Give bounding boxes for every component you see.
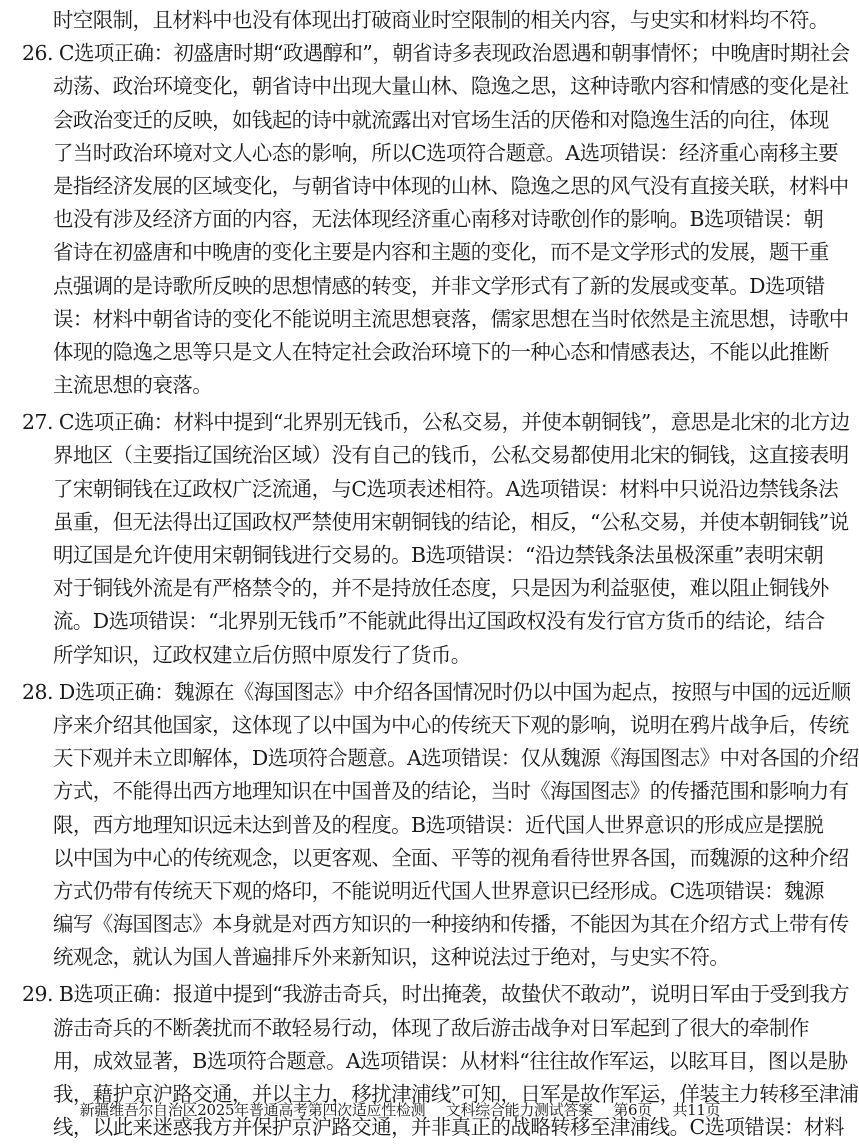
text-line: 流。D选项错误：“北界别无钱币”不能就此得出辽国政权没有发行官方货币的结论，结合 bbox=[53, 609, 825, 634]
continuation-paragraph bbox=[22, 4, 829, 37]
text-line: 序来介绍其他国家，这体现了以中国为中心的传统天下观的影响，说明在鸦片战争后，传统 bbox=[53, 712, 849, 737]
text-line: 体现的隐逸之思等只是文人在特定社会政治环境下的一种心态和情感表达，不能以此推断 bbox=[53, 339, 829, 364]
answer-content bbox=[22, 4, 859, 1144]
text-line: 也没有涉及经济方面的内容，无法体现经济重心南移对诗歌创作的影响。B选项错误：朝 bbox=[53, 207, 824, 232]
answer-item bbox=[22, 676, 859, 975]
text-line: 主流思想的衰落。 bbox=[53, 373, 213, 398]
text-line: 用，成效显著，B选项符合题意。A选项错误：从材料“往往故作军运，以眩耳目，图以是胁 bbox=[53, 1048, 848, 1073]
text-line: 限，西方地理知识远未达到普及的程度。B选项错误：近代国人世界意识的形成应是摆脱 bbox=[53, 812, 824, 837]
text-line: 界地区（主要指辽国统治区域）没有自己的钱币，公私交易都使用北宋的铜钱，这直接表明 bbox=[53, 443, 849, 468]
text-line: 是指经济发展的区域变化，与朝省诗中体现的山林、隐逸之思的风气没有直接关联，材料中 bbox=[53, 173, 849, 198]
text-line: 虽重，但无法得出辽国政权严禁使用宋朝铜钱的结论，相反，“公私交易，并使本朝铜钱”说 bbox=[53, 509, 849, 534]
text-line: 方式，不能得出西方地理知识在中国普及的结论，当时《海国图志》的传播范围和影响力有 bbox=[53, 779, 849, 804]
text-line: 游击奇兵的不断袭扰而不敢轻易行动，体现了敌后游击战争对日军起到了很大的牵制作 bbox=[53, 1015, 809, 1040]
text-line: 动荡、政治环境变化，朝省诗中出现大量山林、隐逸之思，这种诗歌内容和情感的变化是社 bbox=[53, 74, 849, 99]
exam-title: 新疆维吾尔自治区2025年普通高考第四次适应性检测 bbox=[79, 1101, 426, 1119]
text-line: 方式仍带有传统天下观的烙印，不能说明近代国人世界意识已经形成。C选项错误：魏源 bbox=[53, 878, 824, 903]
text-line: 了宋朝铜钱在辽政权广泛流通，与C选项表述相符。A选项错误：材料中只说沿边禁钱条法 bbox=[53, 476, 839, 501]
text-line: 明辽国是允许使用宋朝铜钱进行交易的。B选项错误：“沿边禁钱条法虽极深重”表明宋朝 bbox=[53, 543, 824, 567]
page-number: 第6页 bbox=[613, 1101, 652, 1119]
text-line: 以中国为中心的传统观念，以更客观、全面、平等的视角看待世界各国，而魏源的这种介绍 bbox=[53, 845, 849, 870]
text-line: 天下观并未立即解体，D选项符合题意。A选项错误：仅从魏源《海国图志》中对各国的介绍 bbox=[53, 746, 859, 771]
text-line: 统观念，就认为国人普遍排斥外来新知识，这种说法过于绝对，与史实不符。 bbox=[53, 945, 730, 970]
page-total: 共11页 bbox=[672, 1101, 721, 1119]
text-line: 我，藉护京沪路交通，并以主力，移扰津浦线”可知，日军是故作军运，佯装主力转移至津浦 bbox=[53, 1082, 859, 1106]
text-line: 28. D选项正确：魏源在《海国图志》中介绍各国情况时仍以中国为起点，按照与中国的远近顺 bbox=[22, 679, 851, 704]
text-line: 误：材料中朝省诗的变化不能说明主流思想衰落，儒家思想在当时依然是主流思想，诗歌中 bbox=[53, 306, 849, 331]
text-line: 会政治变迁的反映，如钱起的诗中就流露出对官场生活的厌倦和对隐逸生活的向往，体现 bbox=[53, 107, 829, 132]
text-line: 所学知识，辽政权建立后仿照中原发行了货币。 bbox=[53, 642, 471, 667]
text-line: 编写《海国图志》本身就是对西方知识的一种接纳和传播，不能因为其在介绍方式上带有传 bbox=[53, 912, 849, 937]
subject-label: 文科综合能力测试答案 bbox=[445, 1101, 593, 1119]
text-line: 26. C选项正确：初盛唐时期“政遇醇和”，朝省诗多表现政治恩遇和朝事情怀；中晚唐时期社会 bbox=[22, 41, 850, 66]
text-line: 线，以此来迷惑我方并保护京沪路交通，并非真正的战略转移至津浦线。C选项错误：材料 bbox=[53, 1115, 844, 1140]
text-line: 省诗在初盛唐和中晚唐的变化主要是内容和主题的变化，而不是文学形式的发展，题干重 bbox=[53, 240, 829, 265]
text-line: 了当时政治环境对文人心态的影响，所以C选项符合题意。A选项错误：经济重心南移主要 bbox=[53, 140, 839, 165]
text-line: 对于铜钱外流是有严格禁令的，并不是持放任态度，只是因为利益驱使，难以阻止铜钱外 bbox=[53, 576, 829, 601]
text-line: 27. C选项正确：材料中提到“北界别无钱币，公私交易，并使本朝铜钱”，意思是北宋的北方边 bbox=[22, 410, 850, 435]
text-line: 点强调的是诗歌所反映的思想情感的转变，并非文学形式有了新的发展或变革。D选项错 bbox=[53, 273, 825, 298]
text-line: 29. B选项正确：报道中提到“我游击奇兵，时出掩袭，故蛰伏不敢动”，说明日军由于受到我方 bbox=[22, 982, 850, 1007]
answer-item bbox=[22, 406, 850, 672]
page-footer bbox=[0, 1100, 800, 1120]
answer-item bbox=[22, 37, 850, 402]
text-line: 时空限制，且材料中也没有体现出打破商业时空限制的相关内容，与史实和材料均不符。 bbox=[53, 8, 829, 32]
